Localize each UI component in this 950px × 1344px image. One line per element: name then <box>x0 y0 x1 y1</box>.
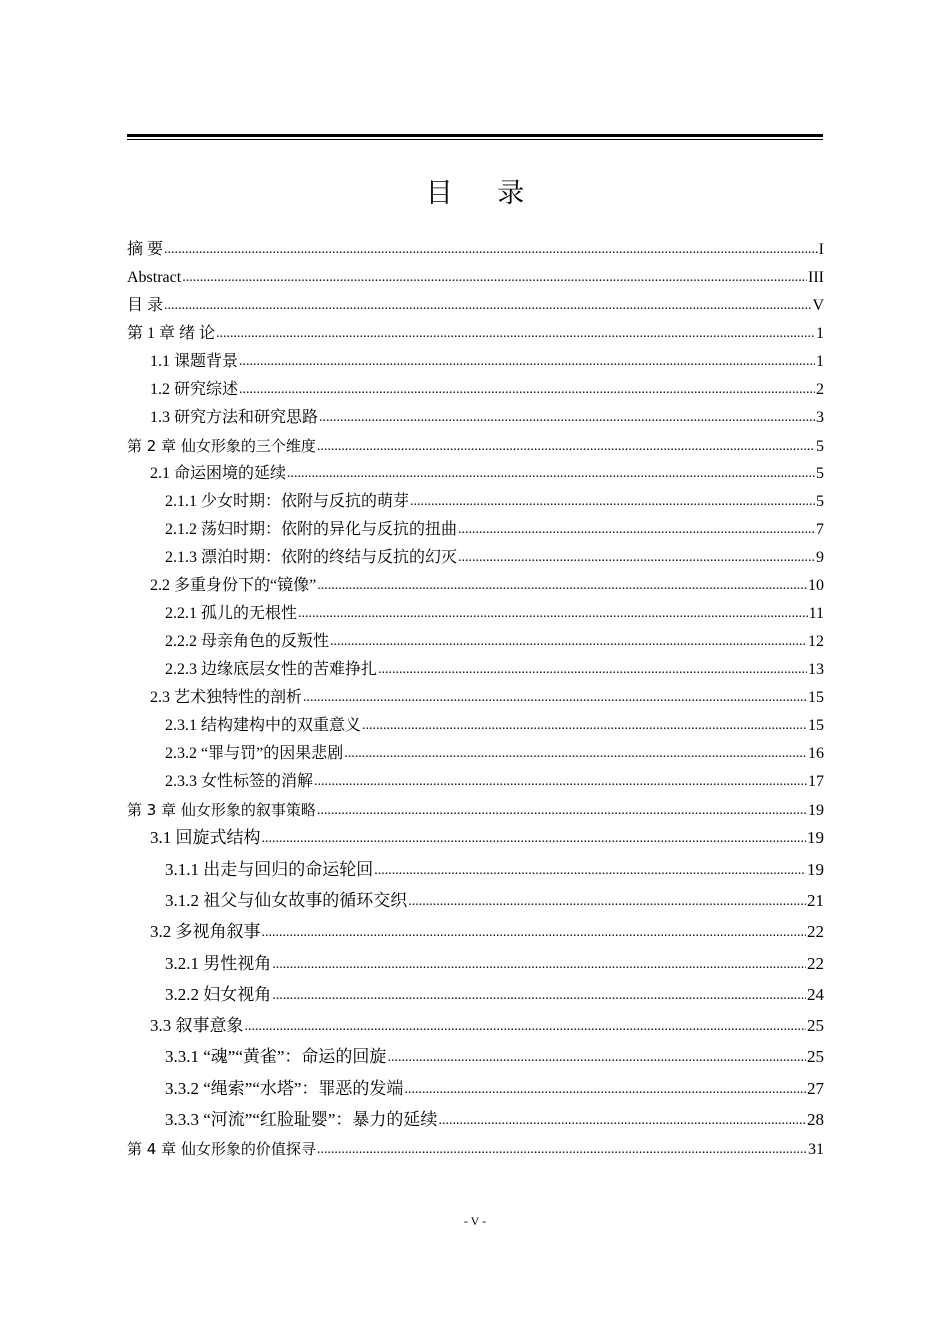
toc-leader <box>239 376 815 403</box>
toc-entry-page: 25 <box>807 1016 824 1035</box>
toc-entry[interactable] <box>127 489 824 515</box>
toc-entry[interactable] <box>127 545 824 571</box>
toc-leader <box>272 981 806 1009</box>
toc-entry-title: 3.3 叙事意象 <box>150 1016 244 1035</box>
toc-leader <box>408 887 806 915</box>
toc-entry-title: 3.3.2 “绳索”“水塔”：罪恶的发端 <box>165 1079 404 1098</box>
page-title: 目 录 <box>425 178 543 209</box>
toc-entry-title: 2.1.2 荡妇时期：依附的异化与反抗的扭曲 <box>165 521 458 538</box>
toc-entry-page: V <box>812 297 824 314</box>
toc-entry-title: 2.3.3 女性标签的消解 <box>165 773 314 790</box>
toc-entry-page: 22 <box>807 954 824 973</box>
toc-entry-page: 3 <box>816 409 824 426</box>
toc-leader <box>262 824 807 852</box>
toc-entry[interactable] <box>127 741 824 767</box>
toc-leader <box>239 348 815 375</box>
toc-leader <box>362 712 807 739</box>
toc-entry-page: 15 <box>808 689 824 706</box>
toc-entry-title: 3.1 回旋式结构 <box>150 828 261 847</box>
toc-entry[interactable] <box>127 573 824 599</box>
toc-entry-page: 19 <box>807 860 824 879</box>
toc-leader <box>458 516 815 543</box>
toc-entry-page: 2 <box>816 381 824 398</box>
toc-entry[interactable] <box>127 517 824 543</box>
toc-leader <box>438 1106 806 1134</box>
toc-entry[interactable] <box>127 377 824 403</box>
toc-entry[interactable] <box>127 1013 824 1039</box>
toc-entry-title: 2.1 命运困境的延续 <box>150 465 287 482</box>
toc-entry-page: 1 <box>816 325 824 342</box>
toc-entry[interactable] <box>127 349 824 375</box>
toc-entry-title: 2.3.1 结构建构中的双重意义 <box>165 717 362 734</box>
toc-entry[interactable] <box>127 982 824 1008</box>
toc-entry[interactable] <box>127 461 824 487</box>
toc-leader <box>182 264 807 291</box>
toc-leader <box>164 236 818 263</box>
toc-leader <box>164 292 811 319</box>
toc-entry[interactable] <box>127 321 824 347</box>
toc-leader <box>374 856 806 884</box>
toc-entry-page: 24 <box>807 985 824 1004</box>
toc-entry-title: 第 4 章 仙女形象的价值探寻 <box>127 1140 316 1158</box>
toc-leader <box>317 433 815 460</box>
toc-entry[interactable] <box>127 265 824 291</box>
toc-leader <box>314 768 807 795</box>
toc-leader <box>458 544 815 571</box>
toc-entry-title: 2.1.1 少女时期：依附与反抗的萌芽 <box>165 493 410 510</box>
toc-entry[interactable] <box>127 433 824 459</box>
toc-entry-page: III <box>808 269 824 286</box>
toc-entry-page: 15 <box>808 717 824 734</box>
header-rule-thick <box>127 134 823 137</box>
toc-entry-title: 2.1.3 漂泊时期：依附的终结与反抗的幻灭 <box>165 549 458 566</box>
toc-entry[interactable] <box>127 1107 824 1133</box>
toc-entry[interactable] <box>127 769 824 795</box>
toc-entry-page: 5 <box>816 438 824 455</box>
toc-entry[interactable] <box>127 657 824 683</box>
toc-leader <box>287 460 815 487</box>
toc-entry[interactable] <box>127 237 824 263</box>
toc-entry-title: 3.1.2 祖父与仙女故事的循环交织 <box>165 891 408 910</box>
toc-entry-title: 2.3 艺术独特性的剖析 <box>150 689 303 706</box>
toc-entry-page: 28 <box>807 1110 824 1129</box>
toc-entry[interactable] <box>127 1136 824 1162</box>
toc-entry-page: 16 <box>808 745 824 762</box>
toc-entry-page: 5 <box>816 465 824 482</box>
toc-leader <box>387 1043 806 1071</box>
toc-entry-page: 17 <box>808 773 824 790</box>
toc-entry[interactable] <box>127 951 824 977</box>
toc-entry-page: 1 <box>816 353 824 370</box>
toc-entry[interactable] <box>127 685 824 711</box>
toc-entry-title: 2.2.1 孤儿的无根性 <box>165 605 298 622</box>
toc-leader <box>317 572 807 599</box>
toc-leader <box>378 656 807 683</box>
toc-entry-page: 22 <box>807 922 824 941</box>
toc-entry-title: 3.2.2 妇女视角 <box>165 985 272 1004</box>
toc-entry-page: 11 <box>808 605 824 622</box>
toc-entry-title: 第 1 章 绪 论 <box>127 325 216 342</box>
toc-entry-title: 2.3.2 “罪与罚”的因果悲剧 <box>165 745 344 762</box>
toc-entry-page: 21 <box>807 891 824 910</box>
toc-entry-page: 10 <box>808 577 824 594</box>
toc-entry-title: 目 录 <box>127 297 164 314</box>
toc-entry-title: Abstract <box>127 269 182 286</box>
toc-entry-page: 13 <box>808 661 824 678</box>
toc-entry[interactable] <box>127 629 824 655</box>
toc-entry-title: 3.1.1 出走与回归的命运轮回 <box>165 860 374 879</box>
toc-entry-title: 3.3.1 “魂”“黄雀”：命运的回旋 <box>165 1047 387 1066</box>
toc-entry-title: 第 2 章 仙女形象的三个维度 <box>127 437 316 455</box>
toc-leader <box>330 628 807 655</box>
toc-entry[interactable] <box>127 888 824 914</box>
toc-entry-title: 1.3 研究方法和研究思路 <box>150 409 319 426</box>
toc-leader <box>303 684 807 711</box>
toc-leader <box>404 1075 806 1103</box>
toc-leader <box>216 320 815 347</box>
toc-entry-title: 1.1 课题背景 <box>150 353 239 370</box>
toc-entry[interactable] <box>127 293 824 319</box>
toc-leader <box>317 797 807 824</box>
toc-entry-page: 27 <box>807 1079 824 1098</box>
toc-entry-title: 2.2.2 母亲角色的反叛性 <box>165 633 330 650</box>
toc-entry-page: 7 <box>816 521 824 538</box>
toc-leader <box>319 404 815 431</box>
toc-entry-page: 19 <box>808 802 824 819</box>
toc-leader <box>317 1136 807 1163</box>
toc-leader <box>410 488 815 515</box>
toc-entry[interactable] <box>127 797 824 823</box>
toc-entry-title: 1.2 研究综述 <box>150 381 239 398</box>
toc-entry-title: 3.3.3 “河流”“红脸耻婴”：暴力的延续 <box>165 1110 438 1129</box>
toc-entry[interactable] <box>127 1044 824 1070</box>
toc-leader <box>262 918 807 946</box>
toc-entry[interactable] <box>127 405 824 431</box>
toc-entry-title: 3.2.1 男性视角 <box>165 954 272 973</box>
toc-entry-title: 第 3 章 仙女形象的叙事策略 <box>127 801 316 819</box>
toc-entry-title: 摘 要 <box>127 241 164 258</box>
page-number-footer: - V - <box>463 1214 487 1228</box>
toc-leader <box>245 1012 807 1040</box>
toc-entry-title: 2.2.3 边缘底层女性的苦难挣扎 <box>165 661 378 678</box>
toc-leader <box>272 950 806 978</box>
toc-entry[interactable] <box>127 825 824 851</box>
toc-entry[interactable] <box>127 857 824 883</box>
toc-entry-page: 19 <box>807 828 824 847</box>
toc-entry-page: 9 <box>816 549 824 566</box>
toc-entry[interactable] <box>127 1076 824 1102</box>
toc-entry[interactable] <box>127 601 824 627</box>
toc-entry-title: 2.2 多重身份下的“镜像” <box>150 577 317 594</box>
toc-leader <box>344 740 807 767</box>
header-rule-thin <box>127 139 823 140</box>
toc-entry[interactable] <box>127 919 824 945</box>
toc-entry-page: 25 <box>807 1047 824 1066</box>
toc-entry-page: 31 <box>808 1141 824 1158</box>
toc-entry-page: 12 <box>808 633 824 650</box>
toc-entry-page: 5 <box>816 493 824 510</box>
toc-leader <box>298 600 808 627</box>
toc-entry[interactable] <box>127 713 824 739</box>
toc-entry-page: I <box>818 241 824 258</box>
toc-entry-title: 3.2 多视角叙事 <box>150 922 261 941</box>
